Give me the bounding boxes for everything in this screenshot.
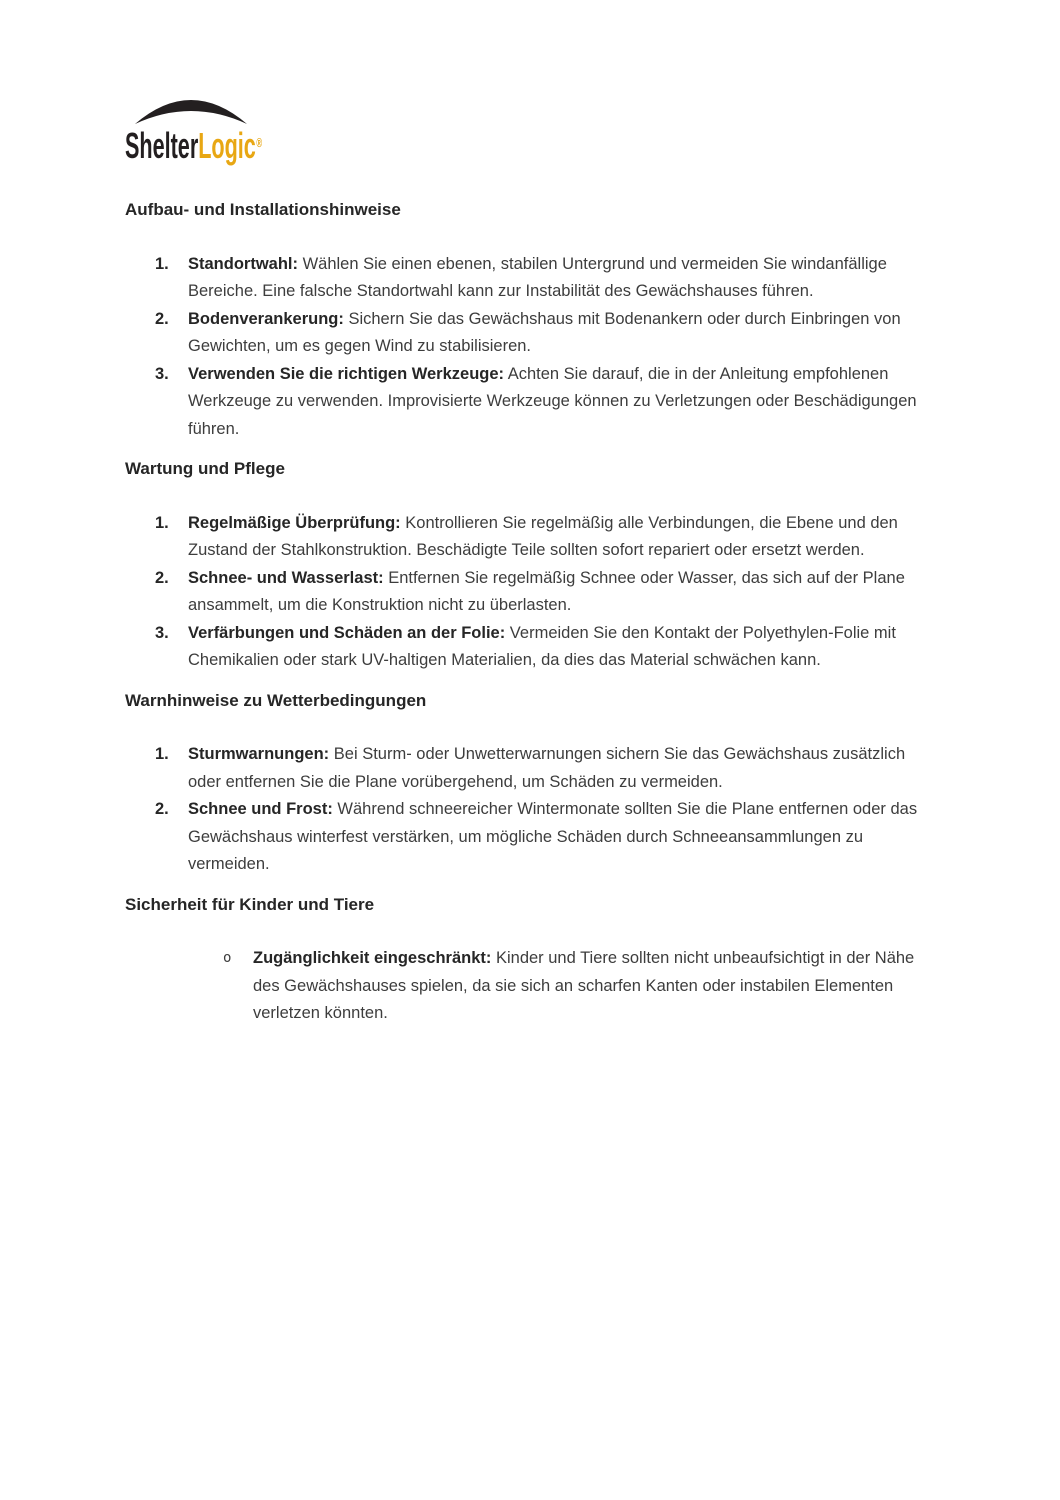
logo-text-shelter: Shelter (125, 125, 199, 166)
section (125, 891, 940, 1028)
list-item-text (188, 620, 938, 675)
logo-swoosh-icon (135, 84, 247, 124)
item-lead-bold: Regelmäßige Überprüfung: (188, 513, 401, 532)
item-lead-bold: Sturmwarnungen: (188, 745, 330, 763)
list-item (125, 510, 940, 565)
item-body-text: Kontrollieren Sie regelmäßig alle Verbindungen, die Ebene und den Zustand der Stahlkonstruktion. Beschädigte Teile sollten sofort repariert oder ersetzt werden. (188, 513, 898, 559)
item-body-text: Während schneereicher Wintermonate sollten Sie die Plane entfernen oder das Gewächshaus winterfest verstärken, um mögliche Schäden durch Schneeansammlungen zu vermeiden. (188, 800, 918, 873)
number-marker: 2. (155, 568, 169, 587)
section-heading: Wartung und Pflege (125, 459, 285, 478)
section-heading: Warnhinweise zu Wetterbedingungen (125, 690, 427, 710)
list-item-text (188, 251, 938, 306)
item-body-text: Bei Sturm- oder Unwetterwarnungen sichern Sie das Gewächshaus zusätzlich oder entfernen Sie die Plane vorübergehend, um Schäden zu vermeiden. (188, 745, 906, 791)
number-marker: 1. (155, 745, 169, 763)
list-item (125, 741, 940, 796)
item-lead-bold: Standortwahl: (188, 254, 298, 273)
numbered-list (125, 251, 940, 444)
list-item-text (188, 361, 938, 444)
item-lead-bold: Zugänglichkeit eingeschränkt: (253, 949, 492, 967)
number-marker: 2. (155, 800, 169, 818)
list-item-text (188, 306, 938, 361)
number-marker: 1. (155, 254, 169, 273)
item-lead-bold: Bodenverankerung: (188, 309, 344, 328)
item-body-text: Sichern Sie das Gewächshaus mit Bodenankern oder durch Einbringen von Gewichten, um es gegen Wind zu stabilisieren. (188, 309, 901, 355)
document-content (125, 196, 940, 1028)
list-item-text (188, 565, 938, 620)
logo-wordmark (125, 125, 263, 166)
list-item (125, 620, 940, 675)
list-item-text (188, 796, 938, 879)
section (125, 455, 940, 675)
item-body-text: Wählen Sie einen ebenen, stabilen Untergrund und vermeiden Sie windanfällige Bereiche. Eine falsche Standortwahl kann zur Instabilität des Gewächshauses führen. (188, 254, 887, 300)
item-body-text: Achten Sie darauf, die in der Anleitung empfohlenen Werkzeuge zu verwenden. Improvisierte Werkzeuge können zu Verletzungen oder Beschädigungen führen. (188, 364, 917, 438)
item-body-text: Kinder und Tiere sollten nicht unbeaufsichtigt in der Nähe des Gewächshauses spielen, da sie sich an scharfen Kanten oder instabilen Elementen verletzen könnten. (253, 949, 915, 1022)
section-heading: Sicherheit für Kinder und Tiere (125, 894, 375, 914)
logo-text-logic: Logic (198, 125, 256, 166)
list-item (125, 306, 940, 361)
list-item (125, 251, 940, 306)
list-item (125, 361, 940, 444)
number-marker: 3. (155, 623, 169, 642)
section-heading: Aufbau- und Installationshinweise (125, 200, 401, 219)
number-marker: 3. (155, 364, 169, 383)
section (125, 687, 940, 879)
list-item (125, 796, 940, 879)
item-lead-bold: Verfärbungen und Schäden an der Folie: (188, 623, 506, 642)
number-marker: 1. (155, 513, 169, 532)
list-item (125, 945, 940, 1028)
number-marker: 2. (155, 309, 169, 328)
bullet-list (125, 945, 940, 1028)
section (125, 196, 940, 443)
numbered-list (125, 510, 940, 675)
item-body-text: Vermeiden Sie den Kontakt der Polyethylen-Folie mit Chemikalien oder stark UV-haltigen Materialien, da dies das Material schwächen kann. (188, 623, 896, 669)
shelterlogic-logo (125, 84, 285, 164)
circle-bullet-marker: o (223, 950, 232, 966)
item-lead-bold: Verwenden Sie die richtigen Werkzeuge: (188, 364, 505, 383)
list-item-text (188, 510, 938, 565)
item-lead-bold: Schnee und Frost: (188, 800, 333, 818)
numbered-list (125, 741, 940, 879)
registered-trademark-symbol: ® (256, 135, 263, 150)
list-item-text (188, 741, 938, 796)
item-lead-bold: Schnee- und Wasserlast: (188, 568, 384, 587)
item-body-text: Entfernen Sie regelmäßig Schnee oder Wasser, das sich auf der Plane ansammelt, um die Konstruktion nicht zu überlasten. (188, 568, 905, 614)
list-item (125, 565, 940, 620)
list-item-text (253, 945, 939, 1028)
